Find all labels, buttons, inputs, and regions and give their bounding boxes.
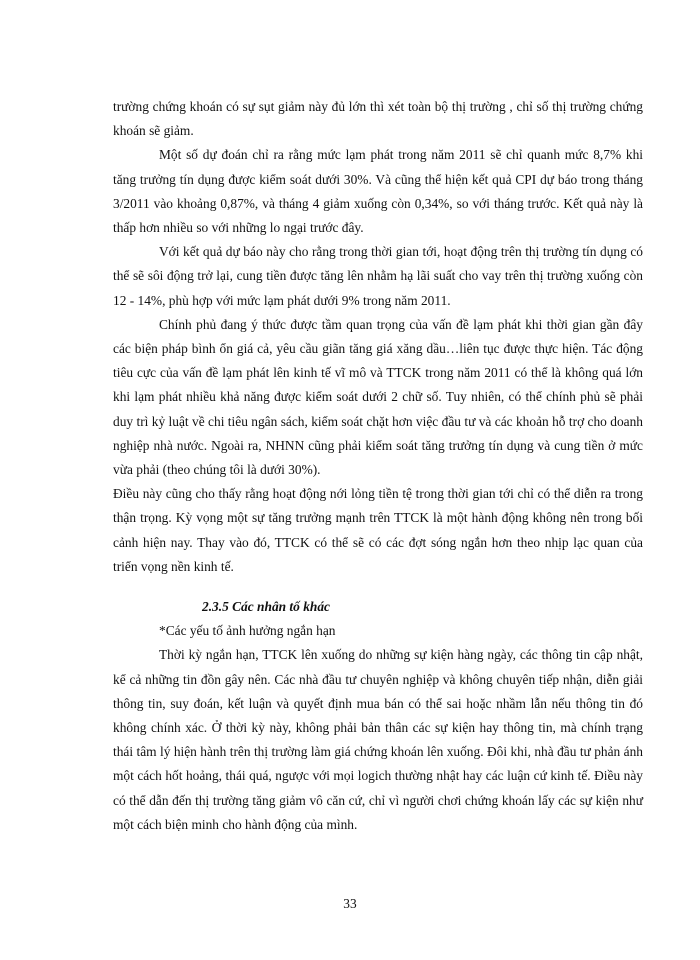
paragraph-credit-market: Với kết quả dự báo này cho rằng trong thời gian tới, hoạt động trên thị trường tín dụng có thể sẽ sôi động trở lại, cung tiền được tăng lên nhằm hạ lãi suất cho vay trên thị trường xuống còn 12 - 14%, phù hợp với mức lạm phát dưới 9% trong năm 2011. [113, 244, 643, 308]
paragraph-short-term-factors: Thời kỳ ngắn hạn, TTCK lên xuống do những sự kiện hàng ngày, các thông tin cập nhật, kể cả những tin đồn gây nên. Các nhà đầu tư chuyên nghiệp và không chuyên tiếp nhận, diễn giải thông tin, suy đoán, kết luận và quyết định mua bán có thể sai hoặc nhầm lẫn nếu thông tin đó không chính xác. Ở thời kỳ này, không phải bản thân các sự kiện hay thông tin, mà chính trạng thái tâm lý hiện hành trên thị trường làm giá chứng khoán lên xuống. Đôi khi, nhà đầu tư phản ánh một cách hốt hoảng, thái quá, ngược với mọi logich thường nhật hay các luận cứ kinh tế. Điều này có thể dẫn đến thị trường tăng giảm vô căn cứ, chỉ vì người chơi chứng khoán lấy các sự kiện như một cách biện minh cho hành động của mình. [113, 647, 643, 832]
page-body [113, 95, 643, 837]
paragraph-continuation: trường chứng khoán có sự sụt giảm này đủ lớn thì xét toàn bộ thị trường , chỉ số thị trường chứng khoán sẽ giảm. [113, 99, 643, 139]
paragraph-government-policy: Chính phủ đang ý thức được tầm quan trọng của vấn đề lạm phát khi thời gian gần đây các biện pháp bình ổn giá cả, yêu cầu giãn tăng giá xăng dầu…liên tục được thực hiện. Tác động tiêu cực của vấn đề lạm phát lên kinh tế vĩ mô và TTCK trong năm 2011 có thể là không quá lớn khi lạm phát nhiều khả năng được kiểm soát dưới 2 chữ số. Tuy nhiên, có thể chính phủ sẽ phải duy trì kỷ luật về chi tiêu ngân sách, kiểm soát chặt hơn việc đầu tư và các khoản hỗ trợ cho doanh nghiệp nhà nước. Ngoài ra, NHNN cũng phải kiểm soát tăng trưởng tín dụng và cung tiền ở mức vừa phải (theo chúng tôi là dưới 30%). [113, 316, 643, 478]
section-subheading: *Các yếu tố ảnh hưởng ngắn hạn [159, 623, 336, 639]
paragraph-inflation-forecast: Một số dự đoán chỉ ra rằng mức lạm phát trong năm 2011 sẽ chỉ quanh mức 8,7% khi tăng trưởng tín dụng được kiểm soát dưới 30%. Và cũng thể hiện kết quả CPI dự báo trong tháng 3/2011 vào khoảng 0,87%, và tháng 4 giảm xuống còn 0,34%, so với tháng trước. Kết quả này là thấp hơn nhiều so với những lo ngại trước đây. [113, 147, 643, 236]
page-number: 33 [343, 896, 357, 911]
section-heading: 2.3.5 Các nhân tố khác [202, 599, 330, 615]
section-spacer [113, 579, 643, 595]
paragraph-monetary-easing: Điều này cũng cho thấy rằng hoạt động nới lỏng tiền tệ trong thời gian tới chỉ có thể diễn ra trong thận trọng. Kỳ vọng một sự tăng trưởng mạnh trên TTCK là một hành động không nên trong bối cảnh hiện nay. Thay vào đó, TTCK có thể sẽ có các đợt sóng ngắn hơn theo nhịp lạc quan của triển vọng nền kinh tế. [113, 486, 643, 574]
